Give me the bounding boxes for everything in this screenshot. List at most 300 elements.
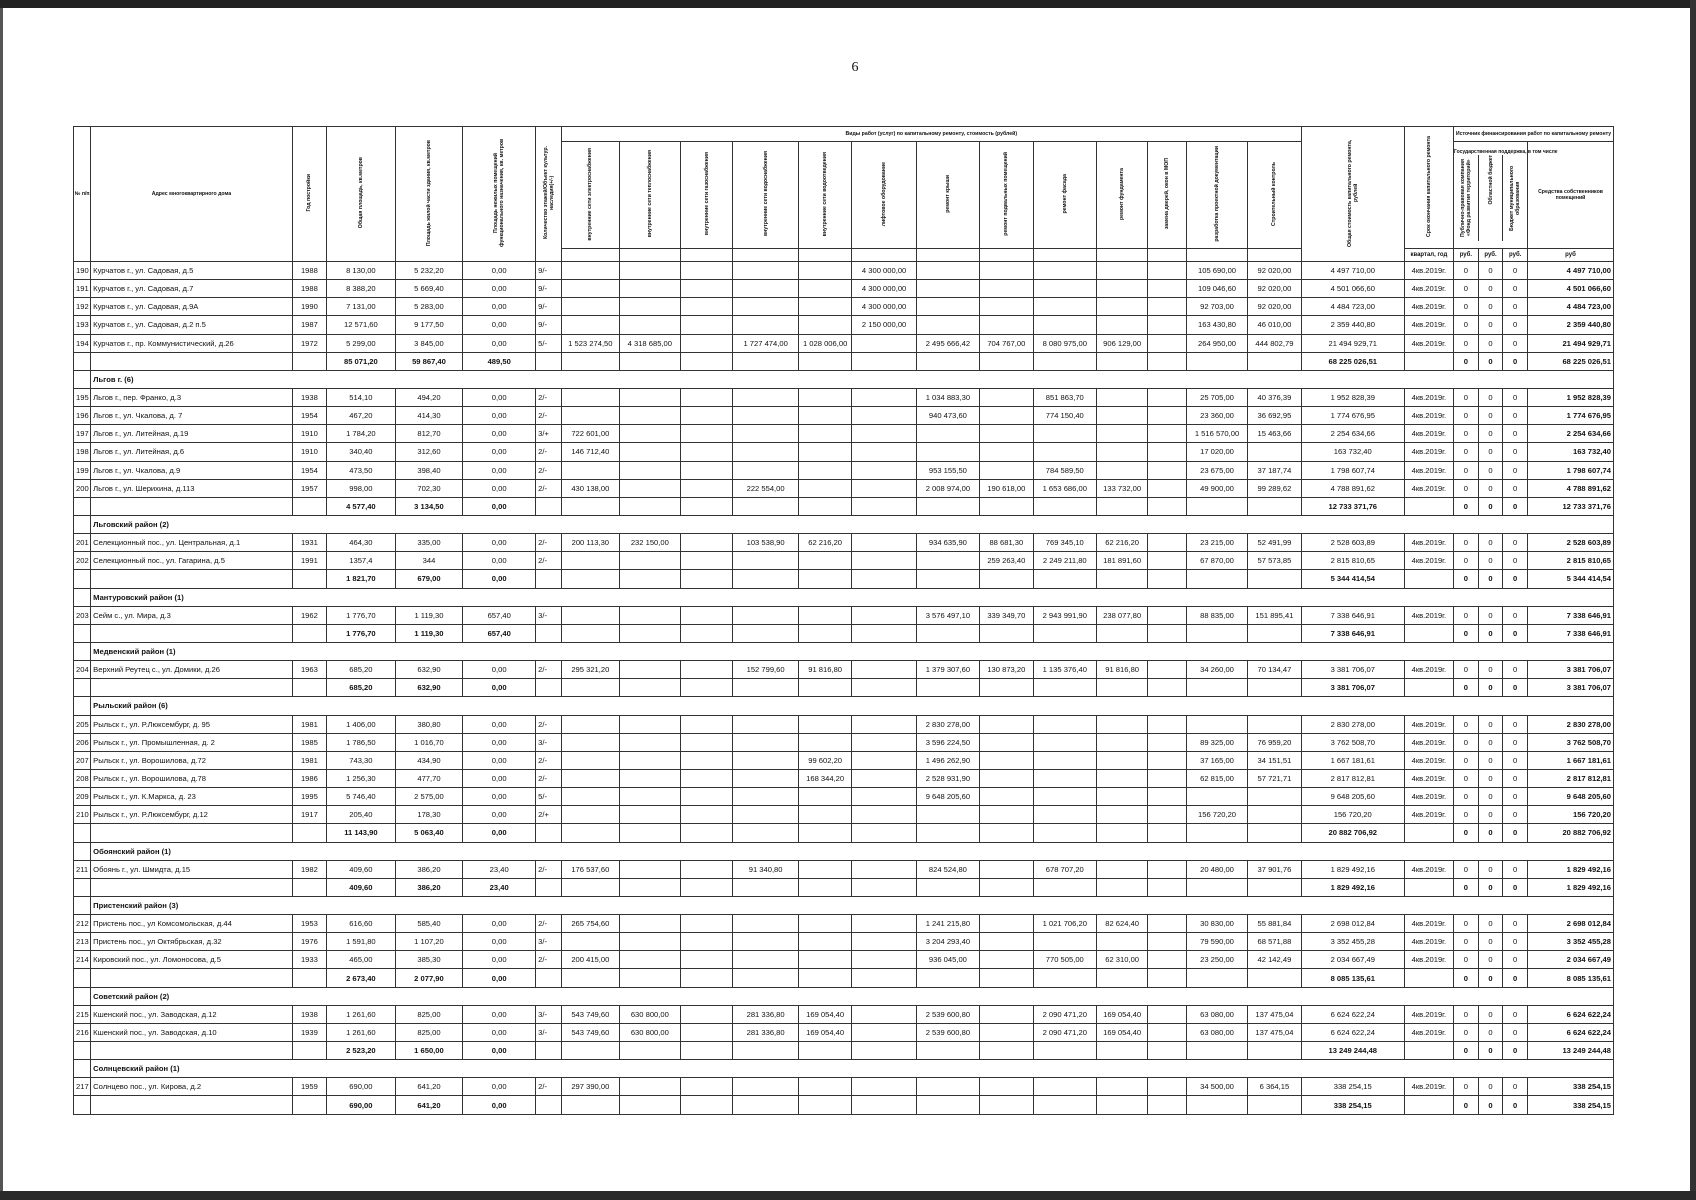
cell-s1: 0	[1454, 316, 1479, 334]
cell-w4	[798, 388, 852, 406]
cell-na: 0,00	[463, 479, 536, 497]
cell-w0	[561, 606, 619, 624]
cell-a: Рыльск г., ул. К.Маркса, д. 23	[91, 788, 293, 806]
cell-y: 1988	[292, 262, 326, 280]
table-row	[74, 280, 1614, 298]
capital-repair-table	[73, 126, 1614, 1115]
cell-w3	[733, 951, 798, 969]
cell-own: 7 338 646,91	[1528, 606, 1614, 624]
cell-la: 5 232,20	[395, 262, 463, 280]
cell-w7	[980, 951, 1034, 969]
cell-w7: 88 681,30	[980, 534, 1034, 552]
cell-la: 9 177,50	[395, 316, 463, 334]
cell-w12	[1248, 878, 1302, 896]
cell-tc: 13 249 244,48	[1301, 1042, 1404, 1060]
cell-n: 197	[74, 425, 91, 443]
cell-w3	[733, 878, 798, 896]
cell-w6: 1 496 262,90	[916, 751, 979, 769]
cell-w9: 133 732,00	[1096, 479, 1147, 497]
cell-w5	[852, 715, 916, 733]
cell-own: 2 817 812,81	[1528, 769, 1614, 787]
cell-s2: 0	[1478, 1005, 1503, 1023]
cell-w4	[798, 570, 852, 588]
cell-w4	[798, 262, 852, 280]
cell-s2: 0	[1478, 407, 1503, 425]
cell-w4	[798, 479, 852, 497]
cell-w5	[852, 352, 916, 370]
cell-f: 2/-	[536, 1078, 562, 1096]
cell-ta: 1 786,50	[327, 733, 396, 751]
subtotal-row	[74, 824, 1614, 842]
cell-na: 0,00	[463, 661, 536, 679]
cell-w3	[733, 407, 798, 425]
cell-na: 0,00	[463, 298, 536, 316]
cell-w9	[1096, 1042, 1147, 1060]
cell-la: 641,20	[395, 1096, 463, 1114]
cell-w4	[798, 1096, 852, 1114]
cell-s1: 0	[1454, 479, 1479, 497]
cell-s3: 0	[1503, 878, 1528, 896]
cell-ta: 690,00	[327, 1078, 396, 1096]
cell-w3: 1 727 474,00	[733, 334, 798, 352]
cell-w10	[1148, 1078, 1187, 1096]
cell-w8: 2 090 471,20	[1033, 1023, 1096, 1041]
cell-w1	[619, 1078, 680, 1096]
cell-la: 312,60	[395, 443, 463, 461]
cell-own: 1 774 676,95	[1528, 407, 1614, 425]
cell-w9	[1096, 1078, 1147, 1096]
cell-a: Рыльск г., ул. Промышленная, д. 2	[91, 733, 293, 751]
cell-own: 2 254 634,66	[1528, 425, 1614, 443]
table-row	[74, 806, 1614, 824]
cell-s3: 0	[1503, 1005, 1528, 1023]
cell-s2: 0	[1478, 715, 1503, 733]
cell-ta: 1 256,30	[327, 769, 396, 787]
cell-s1: 0	[1454, 933, 1479, 951]
table-row	[74, 443, 1614, 461]
cell-f: 3/-	[536, 933, 562, 951]
cell-ta: 473,50	[327, 461, 396, 479]
cell-t: 4кв.2019г.	[1404, 534, 1453, 552]
cell-la: 1 016,70	[395, 733, 463, 751]
cell-y: 1987	[292, 316, 326, 334]
cell-f	[536, 497, 562, 515]
cell-w3	[733, 969, 798, 987]
cell-w12: 444 802,79	[1248, 334, 1302, 352]
cell-w8	[1033, 262, 1096, 280]
cell-y	[292, 878, 326, 896]
cell-t: 4кв.2019г.	[1404, 461, 1453, 479]
cell-w3	[733, 552, 798, 570]
cell-w2	[680, 298, 733, 316]
district-group-row	[74, 1060, 1614, 1078]
cell-w10	[1148, 262, 1187, 280]
cell-na: 0,00	[463, 1096, 536, 1114]
cell-w5	[852, 933, 916, 951]
cell-ta: 205,40	[327, 806, 396, 824]
cell-w0	[561, 352, 619, 370]
cell-w12	[1248, 788, 1302, 806]
cell-a	[91, 824, 293, 842]
cell-w9: 82 624,40	[1096, 915, 1147, 933]
cell-w9	[1096, 878, 1147, 896]
table-row	[74, 534, 1614, 552]
cell-w8	[1033, 352, 1096, 370]
cell-w2	[680, 933, 733, 951]
cell-s2: 0	[1478, 425, 1503, 443]
cell-w10	[1148, 733, 1187, 751]
cell-w8	[1033, 425, 1096, 443]
cell-w3	[733, 570, 798, 588]
cell-na: 0,00	[463, 915, 536, 933]
cell-ta: 1 784,20	[327, 425, 396, 443]
cell-f	[536, 969, 562, 987]
cell-n: 190	[74, 262, 91, 280]
cell-w9	[1096, 443, 1147, 461]
cell-w7	[980, 824, 1034, 842]
cell-w1	[619, 1096, 680, 1114]
cell-w10	[1148, 443, 1187, 461]
cell-tc: 1 829 492,16	[1301, 878, 1404, 896]
cell-t: 4кв.2019г.	[1404, 298, 1453, 316]
cell-na: 0,00	[463, 552, 536, 570]
table-row	[74, 751, 1614, 769]
cell-t: 4кв.2019г.	[1404, 1023, 1453, 1041]
cell-y: 1972	[292, 334, 326, 352]
cell-own: 8 085 135,61	[1528, 969, 1614, 987]
cell-w9	[1096, 298, 1147, 316]
table-row	[74, 715, 1614, 733]
cell-w5	[852, 570, 916, 588]
cell-w8: 8 080 975,00	[1033, 334, 1096, 352]
cell-s1: 0	[1454, 806, 1479, 824]
cell-w4	[798, 788, 852, 806]
cell-w10	[1148, 606, 1187, 624]
cell-ta: 1 406,00	[327, 715, 396, 733]
cell-w5	[852, 969, 916, 987]
cell-w12	[1248, 443, 1302, 461]
cell-ta: 340,40	[327, 443, 396, 461]
cell-s1: 0	[1454, 262, 1479, 280]
cell-w2	[680, 262, 733, 280]
cell-na: 0,00	[463, 570, 536, 588]
cell-w10	[1148, 1005, 1187, 1023]
cell-la: 398,40	[395, 461, 463, 479]
cell-w6	[916, 298, 979, 316]
cell-w10	[1148, 352, 1187, 370]
cell-w1: 630 800,00	[619, 1023, 680, 1041]
district-name: Мантуровский район (1)	[91, 588, 1614, 606]
district-name: Пристенский район (3)	[91, 896, 1614, 914]
cell-own: 3 352 455,28	[1528, 933, 1614, 951]
cell-w2	[680, 860, 733, 878]
cell-w1	[619, 969, 680, 987]
cell-w0: 146 712,40	[561, 443, 619, 461]
cell-w12	[1248, 352, 1302, 370]
cell-w6: 936 045,00	[916, 951, 979, 969]
cell-f: 2/-	[536, 751, 562, 769]
cell-w1	[619, 262, 680, 280]
cell-w8	[1033, 933, 1096, 951]
cell-w4	[798, 860, 852, 878]
cell-w7	[980, 915, 1034, 933]
table-row	[74, 933, 1614, 951]
district-name: Рыльский район (6)	[91, 697, 1614, 715]
cell-w12: 70 134,47	[1248, 661, 1302, 679]
cell-own: 4 497 710,00	[1528, 262, 1614, 280]
cell-w3	[733, 316, 798, 334]
cell-own: 338 254,15	[1528, 1096, 1614, 1114]
cell-w6	[916, 1078, 979, 1096]
cell-a: Пристень пос., ул Октябрьская, д.32	[91, 933, 293, 951]
cell-w10	[1148, 933, 1187, 951]
cell-na: 489,50	[463, 352, 536, 370]
cell-f: 2/-	[536, 534, 562, 552]
cell-w3	[733, 425, 798, 443]
cell-w11	[1186, 570, 1247, 588]
cell-w11: 37 165,00	[1186, 751, 1247, 769]
cell-own: 21 494 929,71	[1528, 334, 1614, 352]
cell-y: 1962	[292, 606, 326, 624]
cell-own: 338 254,15	[1528, 1078, 1614, 1096]
cell-w4: 168 344,20	[798, 769, 852, 787]
unit-label: руб.	[1478, 249, 1503, 262]
cell-n	[74, 624, 91, 642]
cell-w12: 36 692,95	[1248, 407, 1302, 425]
cell-w10	[1148, 497, 1187, 515]
cell-w0	[561, 624, 619, 642]
cell-tc: 4 788 891,62	[1301, 479, 1404, 497]
cell-w0	[561, 788, 619, 806]
cell-w0: 543 749,60	[561, 1005, 619, 1023]
cell-w7	[980, 933, 1034, 951]
cell-w4: 99 602,20	[798, 751, 852, 769]
cell-own: 5 344 414,54	[1528, 570, 1614, 588]
cell-w4	[798, 425, 852, 443]
cell-ta: 685,20	[327, 679, 396, 697]
cell-w10	[1148, 824, 1187, 842]
cell-tc: 4 497 710,00	[1301, 262, 1404, 280]
cell-y: 1981	[292, 751, 326, 769]
cell-w5	[852, 443, 916, 461]
district-name: Медвенский район (1)	[91, 642, 1614, 660]
cell-w1	[619, 443, 680, 461]
col-address-header: Адрес многоквартирного дома	[91, 127, 293, 262]
cell-n: 192	[74, 298, 91, 316]
cell-t: 4кв.2019г.	[1404, 788, 1453, 806]
cell-w2	[680, 443, 733, 461]
cell-w3	[733, 388, 798, 406]
cell-w3	[733, 298, 798, 316]
cell-n	[74, 570, 91, 588]
cell-w4	[798, 443, 852, 461]
cell-tc: 3 352 455,28	[1301, 933, 1404, 951]
cell-s2: 0	[1478, 298, 1503, 316]
cell-own: 13 249 244,48	[1528, 1042, 1614, 1060]
cell-s1: 0	[1454, 733, 1479, 751]
table-row	[74, 661, 1614, 679]
district-name: Льгов г. (6)	[91, 370, 1614, 388]
cell-w11: 23 675,00	[1186, 461, 1247, 479]
cell-f	[536, 352, 562, 370]
cell-n: 215	[74, 1005, 91, 1023]
cell-t: 4кв.2019г.	[1404, 316, 1453, 334]
term-unit-label: квартал, год	[1404, 249, 1453, 262]
cell-w0	[561, 769, 619, 787]
cell-w6: 3 204 293,40	[916, 933, 979, 951]
cell-s2: 0	[1478, 334, 1503, 352]
cell-ta: 8 130,00	[327, 262, 396, 280]
cell-w7	[980, 280, 1034, 298]
cell-w0	[561, 407, 619, 425]
cell-own: 1 667 181,61	[1528, 751, 1614, 769]
cell-s3: 0	[1503, 534, 1528, 552]
cell-w6: 2 008 974,00	[916, 479, 979, 497]
cell-s1: 0	[1454, 860, 1479, 878]
cell-tc: 156 720,20	[1301, 806, 1404, 824]
cell-w12: 42 142,49	[1248, 951, 1302, 969]
cell-w12: 92 020,00	[1248, 262, 1302, 280]
cell-w7: 190 618,00	[980, 479, 1034, 497]
unit-label: руб.	[1503, 249, 1528, 262]
cell-t	[1404, 497, 1453, 515]
cell-w2	[680, 969, 733, 987]
cell-own: 1 829 492,16	[1528, 878, 1614, 896]
col-total-cost-header: Общая стоимость капитального ремонта, рублей	[1301, 127, 1404, 262]
cell-w8: 2 090 471,20	[1033, 1005, 1096, 1023]
cell-t: 4кв.2019г.	[1404, 915, 1453, 933]
cell-w1	[619, 733, 680, 751]
cell-w12	[1248, 969, 1302, 987]
cell-w6: 824 524,80	[916, 860, 979, 878]
cell-na: 0,00	[463, 407, 536, 425]
cell-w1	[619, 1042, 680, 1060]
cell-own: 3 762 508,70	[1528, 733, 1614, 751]
cell-t: 4кв.2019г.	[1404, 661, 1453, 679]
cell-f: 2/-	[536, 860, 562, 878]
cell-n: 213	[74, 933, 91, 951]
cell-w5	[852, 733, 916, 751]
cell-s2: 0	[1478, 1042, 1503, 1060]
cell-na: 0,00	[463, 534, 536, 552]
cell-w0	[561, 824, 619, 842]
cell-f	[536, 878, 562, 896]
cell-w11: 63 080,00	[1186, 1005, 1247, 1023]
cell-w11	[1186, 969, 1247, 987]
cell-w0	[561, 969, 619, 987]
cell-w12	[1248, 1096, 1302, 1114]
cell-w9	[1096, 806, 1147, 824]
cell-t: 4кв.2019г.	[1404, 933, 1453, 951]
cell-w12: 137 475,04	[1248, 1023, 1302, 1041]
cell-y: 1957	[292, 479, 326, 497]
cell-w8: 774 150,40	[1033, 407, 1096, 425]
cell-t	[1404, 1042, 1453, 1060]
cell-s2: 0	[1478, 552, 1503, 570]
cell-f: 5/-	[536, 334, 562, 352]
cell-f: 2/+	[536, 806, 562, 824]
cell-w7	[980, 407, 1034, 425]
cell-n: 210	[74, 806, 91, 824]
cell-w4	[798, 497, 852, 515]
cell-w1	[619, 679, 680, 697]
cell-a: Курчатов г., ул. Садовая, д.2 п.5	[91, 316, 293, 334]
cell-s2: 0	[1478, 388, 1503, 406]
cell-w6: 934 635,90	[916, 534, 979, 552]
cell-y: 1954	[292, 461, 326, 479]
cell-w11	[1186, 624, 1247, 642]
cell-s3: 0	[1503, 751, 1528, 769]
cell-w3	[733, 497, 798, 515]
cell-tc: 20 882 706,92	[1301, 824, 1404, 842]
cell-w1	[619, 316, 680, 334]
col-work-doors-header: замена дверей, окон в МОП	[1148, 142, 1187, 249]
cell-la: 2 077,90	[395, 969, 463, 987]
cell-w8	[1033, 824, 1096, 842]
cell-w10	[1148, 769, 1187, 787]
cell-ta: 1 776,70	[327, 606, 396, 624]
cell-w6	[916, 1096, 979, 1114]
district-name: Солнцевский район (1)	[91, 1060, 1614, 1078]
district-group-row	[74, 588, 1614, 606]
cell-w9	[1096, 570, 1147, 588]
cell-own: 6 624 622,24	[1528, 1005, 1614, 1023]
cell-w10	[1148, 661, 1187, 679]
cell-la: 477,70	[395, 769, 463, 787]
cell-w5	[852, 624, 916, 642]
cell-ta: 514,10	[327, 388, 396, 406]
cell-w3	[733, 1042, 798, 1060]
cell-w7	[980, 878, 1034, 896]
cell-s3: 0	[1503, 1023, 1528, 1041]
cell-w8: 851 863,70	[1033, 388, 1096, 406]
cell-w8: 770 505,00	[1033, 951, 1096, 969]
cell-s1: 0	[1454, 1042, 1479, 1060]
cell-w11: 23 250,00	[1186, 951, 1247, 969]
cell-w5	[852, 679, 916, 697]
cell-na: 0,00	[463, 461, 536, 479]
cell-own: 68 225 026,51	[1528, 352, 1614, 370]
cell-w12	[1248, 715, 1302, 733]
cell-w9	[1096, 407, 1147, 425]
cell-w0	[561, 388, 619, 406]
cell-ta: 1 261,60	[327, 1023, 396, 1041]
cell-s3: 0	[1503, 969, 1528, 987]
cell-a: Рыльск г., ул. Р.Люксембург, д. 95	[91, 715, 293, 733]
cell-s2: 0	[1478, 769, 1503, 787]
cell-w5	[852, 915, 916, 933]
cell-w3	[733, 915, 798, 933]
col-work-heating-header: внутренние сети теплоснабжения	[619, 142, 680, 249]
cell-y	[292, 824, 326, 842]
cell-la: 1 107,20	[395, 933, 463, 951]
cell-n: 202	[74, 552, 91, 570]
scan-right-border	[1690, 0, 1696, 1200]
cell-t: 4кв.2019г.	[1404, 733, 1453, 751]
col-total-area-header: Общая площадь, кв.метров	[327, 127, 396, 262]
cell-w1	[619, 624, 680, 642]
cell-own: 2 528 603,89	[1528, 534, 1614, 552]
cell-w4	[798, 824, 852, 842]
cell-ta: 1 776,70	[327, 624, 396, 642]
cell-w7: 704 767,00	[980, 334, 1034, 352]
cell-s2: 0	[1478, 570, 1503, 588]
cell-w6: 1 379 307,60	[916, 661, 979, 679]
cell-w1	[619, 461, 680, 479]
cell-w5	[852, 878, 916, 896]
cell-f: 3/-	[536, 733, 562, 751]
cell-w8: 1 135 376,40	[1033, 661, 1096, 679]
